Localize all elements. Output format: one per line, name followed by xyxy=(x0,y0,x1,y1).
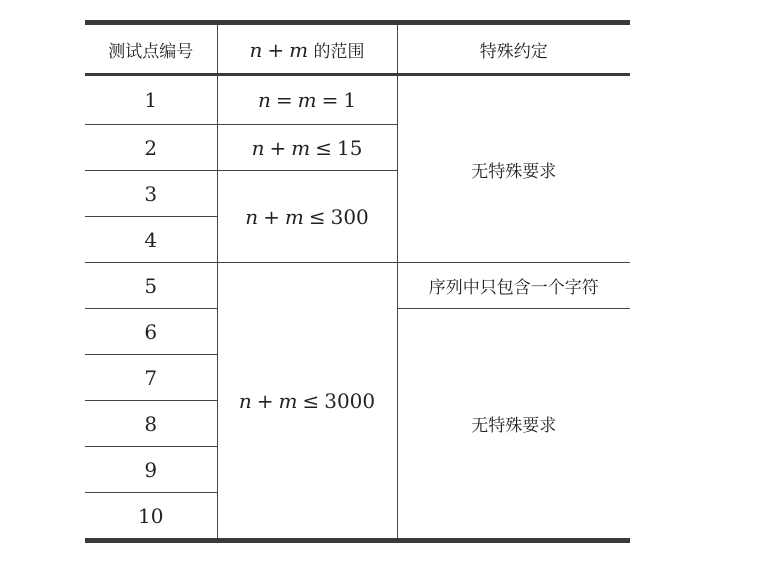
test-id-cell: 5 xyxy=(85,263,217,309)
test-id-cell: 9 xyxy=(85,447,217,493)
test-id-cell: 8 xyxy=(85,401,217,447)
header-range-math: n + m xyxy=(249,37,309,62)
constraints-table xyxy=(85,20,630,543)
header-test-id: 测试点编号 xyxy=(85,23,217,75)
test-id-cell: 2 xyxy=(85,125,217,171)
table-row xyxy=(85,263,630,309)
table-row xyxy=(85,75,630,125)
special-cell: 序列中只包含一个字符 xyxy=(397,263,630,309)
test-id-cell: 1 xyxy=(144,88,158,112)
constraints-table-container xyxy=(85,20,630,543)
header-range xyxy=(217,23,397,75)
special-cell: 无特殊要求 xyxy=(397,309,630,541)
range-cell: n + m ≤ 15 xyxy=(217,125,397,171)
test-id-cell: 4 xyxy=(85,217,217,263)
test-id-cell: 3 xyxy=(85,171,217,217)
header-special: 特殊约定 xyxy=(397,23,630,75)
test-id-cell: 10 xyxy=(85,493,217,541)
range-cell: n + m ≤ 300 xyxy=(217,171,397,263)
test-id-cell: 6 xyxy=(85,309,217,355)
range-cell: n = m = 1 xyxy=(217,75,397,125)
table-header-row xyxy=(85,23,630,75)
test-id-cell: 7 xyxy=(85,355,217,401)
special-cell: 无特殊要求 xyxy=(397,75,630,263)
header-range-suffix: 的范围 xyxy=(308,41,365,62)
range-cell: n + m ≤ 3000 xyxy=(217,263,397,541)
